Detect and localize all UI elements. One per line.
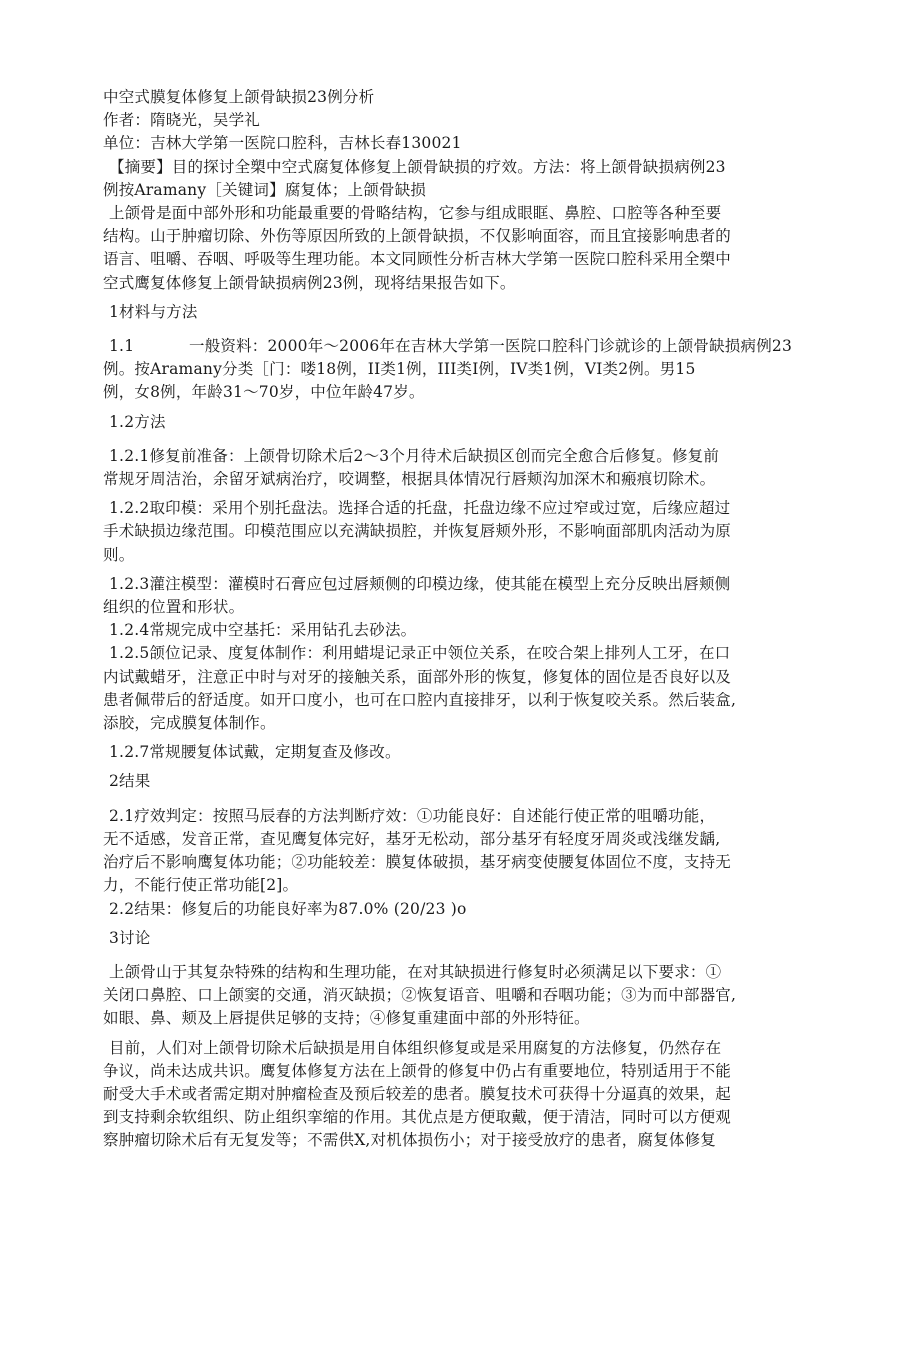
paragraph-line: 察肿瘤切除术后有无复发等；不需供X,对机体损伤小；对于接受放疗的患者，腐复体修复 <box>103 1131 716 1150</box>
paragraph-line: 例，女8例，年龄31～70岁，中位年龄47岁。 <box>103 383 425 402</box>
paragraph-line: 如眼、鼻、颊及上唇提供足够的支持；④修复重建面中部的外形特征。 <box>103 1009 590 1028</box>
paragraph-line <box>103 335 820 358</box>
section-heading: 3讨论 <box>109 928 151 947</box>
intro-line: 结构。山于肿瘤切除、外伤等原因所致的上颌骨缺损，不仅影响面容，而且宜接影响患者的 <box>103 227 732 246</box>
paragraph-line: 1.2.3灌注模型：灌模时石膏应包过唇颊侧的印模边缘，使其能在模型上充分反映出唇颊侧 <box>109 574 731 593</box>
paragraph-line: 组织的位置和形状。 <box>103 598 245 617</box>
section-heading: 2结果 <box>109 772 151 791</box>
document-author: 作者：隋晓光，吴学礼 <box>103 111 261 130</box>
paragraph-line: 争议，尚未达成共识。鹰复体修复方法在上颌骨的修复中仍占有重要地位，特别适用于不能 <box>103 1061 732 1080</box>
abstract-line: 【摘要】目的探讨全槊中空式腐复体修复上颌骨缺损的疗效。方法：将上颌骨缺损病例23 <box>109 157 726 176</box>
paragraph-line: 1.2.5颌位记录、度复体制作：利用蜡堤记录正中领位关系，在咬合架上排列人工牙，在口 <box>109 644 731 663</box>
paragraph-line: 到支持剩余软组织、防止组织挛缩的作用。其优点是方便取戴，便于清洁，同时可以方便观 <box>103 1108 732 1127</box>
paragraph-line: 目前，人们对上颌骨切除术后缺损是用自体组织修复或是采用腐复的方法修复，仍然存在 <box>109 1038 722 1057</box>
paragraph-line: 1.2.7常规腰复体试戴，定期复查及修改。 <box>109 743 401 762</box>
paragraph-line: 1.2.2取印模：采用个别托盘法。选择合适的托盘，托盘边缘不应过窄或过宽，后缘应超过 <box>109 499 731 518</box>
abstract-line: 例按Aramany［关键词】腐复体；上颌骨缺损 <box>103 180 427 199</box>
paragraph-line: 患者佩带后的舒适度。如开口度小，也可在口腔内直接排牙，以利于恢复咬关系。然后装盒, <box>103 690 737 709</box>
paragraph-line: 1.2.1修复前准备：上颌骨切除术后2～3个月待术后缺损区创而完全愈合后修复。修复前 <box>109 446 720 465</box>
paragraph-line: 则。 <box>103 545 135 564</box>
subsection-heading: 1.2方法 <box>109 412 166 431</box>
paragraph-line: 内试戴蜡牙，注意正中时与对牙的接触关系，面部外形的恢复，修复体的固位是否良好以及 <box>103 667 732 686</box>
paragraph-line: 2.1疗效判定：按照马辰春的方法判断疗效：①功能良好：自述能行使正常的咀嚼功能， <box>109 806 716 825</box>
paragraph-line: 1.2.4常规完成中空基托：采用钻孔去砂法。 <box>109 621 417 640</box>
paragraph-line: 关闭口鼻腔、口上颌窦的交通，消灭缺损；②恢复语音、咀嚼和吞咽功能；③为而中部器官, <box>103 986 737 1005</box>
paragraph-line: 上颌骨山于其复杂特殊的结构和生理功能，在对其缺损进行修复时必须满足以下要求：① <box>109 962 722 981</box>
paragraph-line: 无不适感，发音正常，查见鹰复体完好，基牙无松动，部分基牙有轻度牙周炎或浅继发龋, <box>103 829 721 848</box>
paragraph-line: 2.2结果：修复后的功能良好率为87.0% (20/23 )o <box>109 899 467 918</box>
paragraph-line: 耐受大手术或者需定期对肿瘤检查及预后较差的患者。膜复技术可获得十分逼真的效果，起 <box>103 1084 732 1103</box>
paragraph-line: 力，不能行使正常功能[2]。 <box>103 876 299 895</box>
intro-line: 上颌骨是面中部外形和功能最重要的骨略结构，它参与组成眼眶、鼻腔、口腔等各种至要 <box>109 204 722 223</box>
document-title: 中空式膜复体修复上颌骨缺损23例分析 <box>103 88 375 106</box>
paragraph-line: 手术缺损边缘范围。印模范围应以充满缺损腔，并恢复唇颊外形，不影响面部肌肉活动为原 <box>103 522 732 541</box>
intro-line: 空式鹰复体修复上颌骨缺损病例23例，现将结果报告如下。 <box>103 273 516 292</box>
section-heading: 1材料与方法 <box>109 302 198 321</box>
subsection-number: 1.1 <box>109 337 135 356</box>
intro-line: 语言、咀嚼、吞咽、呼吸等生理功能。本文同顾性分析吉林大学第一医院口腔科采用全槊中 <box>103 250 732 269</box>
document-affiliation: 单位：吉林大学第一医院口腔科，吉林长春130021 <box>103 134 462 153</box>
paragraph-line: 治疗后不影响鹰复体功能；②功能较差：膜复体破损，基牙病变使腰复体固位不度，支持无 <box>103 853 732 872</box>
paragraph-text: 一般资料：2000年～2006年在吉林大学第一医院口腔科门诊就诊的上颌骨缺损病例23 <box>189 337 793 356</box>
paragraph-line: 常规牙周洁治，余留牙斌病治疗，咬调整，根据具体情况行唇颊沟加深木和瘢痕切除术。 <box>103 470 716 489</box>
paragraph-line: 例。按Aramany分类［门：喽18例，II类1例，III类I例，IV类1例，VI类2例。男15 <box>103 360 696 379</box>
paragraph-line: 添胶，完成膜复体制作。 <box>103 714 276 733</box>
